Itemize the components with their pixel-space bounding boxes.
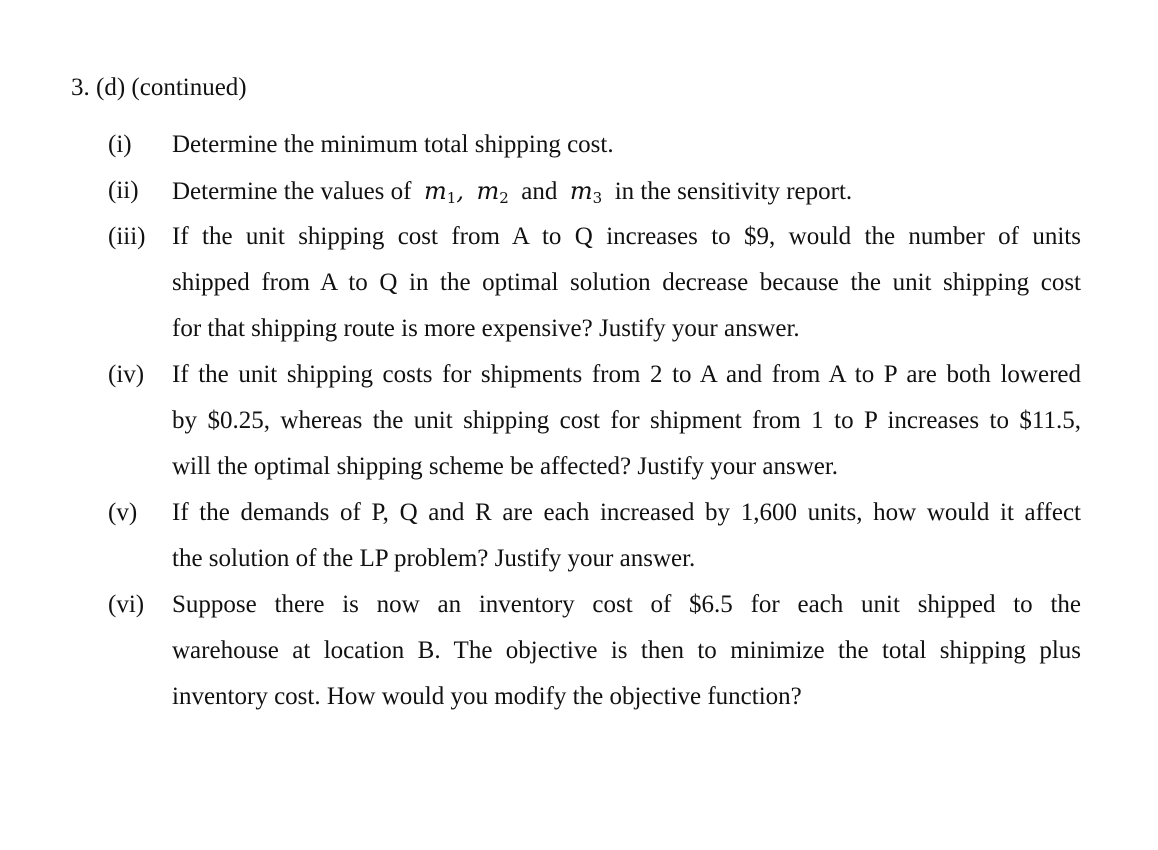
question-label: (ii) xyxy=(108,177,139,204)
question-text-line: If the demands of P, Q and R are each increased by 1,600 units, how would it affect xyxy=(172,499,1081,526)
question-text-line: by $0.25, whereas the unit shipping cost for shipment from 1 to P increases to $11.5, xyxy=(172,407,1081,434)
question-text-and: and xyxy=(521,178,558,205)
question-label: (iv) xyxy=(108,361,145,388)
section-heading: 3. (d) (continued) xyxy=(71,74,247,101)
question-text-line: inventory cost. How would you modify the objective function? xyxy=(172,683,802,710)
question-label: (i) xyxy=(108,131,132,158)
question-label: (v) xyxy=(108,499,138,526)
question-text-line: If the unit shipping cost from A to Q increases to $9, would the number of units xyxy=(172,223,1081,250)
math-comma: , xyxy=(456,177,464,205)
question-text-before: Determine the values of xyxy=(172,178,412,205)
question-label: (iii) xyxy=(108,223,146,250)
question-text-line xyxy=(172,177,852,206)
question-label: (vi) xyxy=(108,591,145,618)
question-text-line: Determine the minimum total shipping cost. xyxy=(172,131,614,158)
math-m1: $m_1$ xyxy=(424,177,457,207)
question-text-line: warehouse at location B. The objective is then to minimize the total shipping plus xyxy=(172,637,1081,664)
math-m2: $m_2$ xyxy=(476,177,509,207)
question-text-line: for that shipping route is more expensive? Justify your answer. xyxy=(172,315,800,342)
question-text-line: If the unit shipping costs for shipments from 2 to A and from A to P are both lowered xyxy=(172,361,1081,388)
question-text-line: the solution of the LP problem? Justify your answer. xyxy=(172,545,696,572)
question-text-line: Suppose there is now an inventory cost of $6.5 for each unit shipped to the xyxy=(172,591,1081,618)
question-text-line: will the optimal shipping scheme be affected? Justify your answer. xyxy=(172,453,839,480)
math-m3: $m_3$ xyxy=(569,177,603,207)
question-text-line: shipped from A to Q in the optimal solution decrease because the unit shipping cost xyxy=(172,269,1081,296)
question-text-after: in the sensitivity report. xyxy=(614,178,853,205)
